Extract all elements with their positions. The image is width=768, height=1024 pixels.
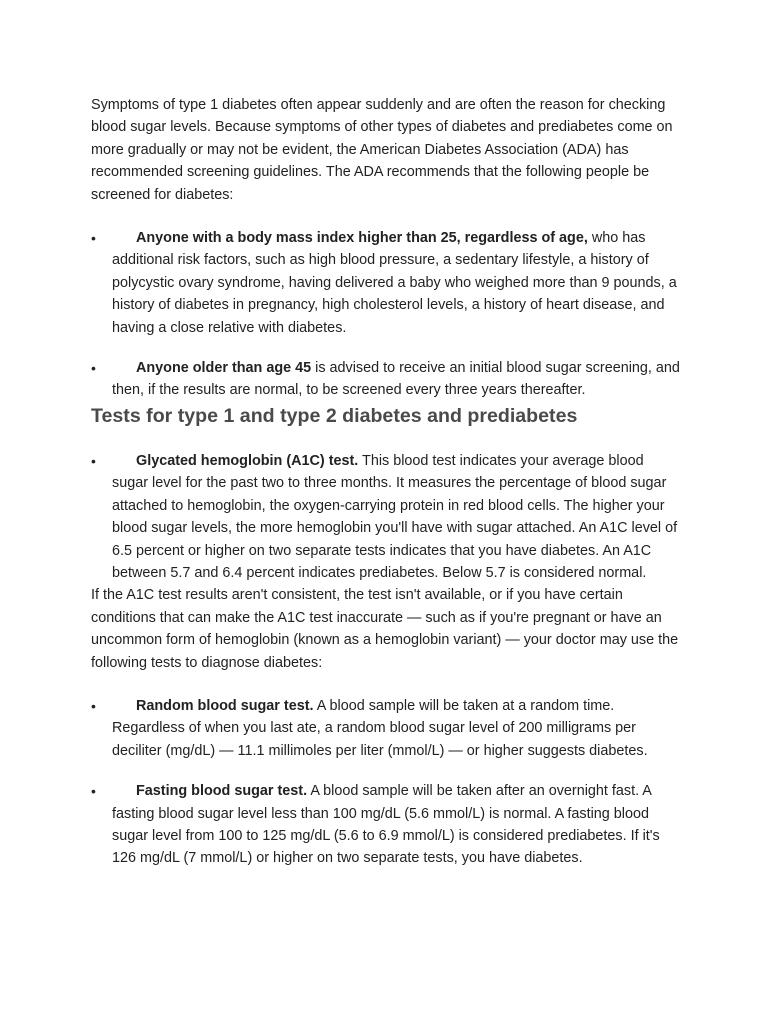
list-item	[91, 357, 680, 402]
bullet-icon: •	[91, 452, 96, 469]
bullet-icon: •	[91, 783, 96, 800]
intro-paragraph: Symptoms of type 1 diabetes often appear suddenly and are often the reason for checking blood sugar levels. Because symptoms of other types of diabetes and prediabetes come on more gradually or may not be evident, the American Diabetes Association (ADA) has recommended screening guidelines. The ADA recommends that the following people be screened for diabetes:	[91, 97, 673, 203]
screening-list	[91, 227, 680, 402]
list-item-text: A blood sample will be taken after an overnight fast. A fasting blood sugar level less than 100 mg/dL (5.6 mmol/L) is normal. A fasting blood sugar level from 100 to 125 mg/dL (5.6 to 6.9 mmol/L) is considered prediabetes. If it's 126 mg/dL (7 mmol/L) or higher on two separate tests, you have diabetes.	[112, 783, 660, 867]
list-item-lead: Glycated hemoglobin (A1C) test.	[136, 452, 359, 469]
list-item	[91, 695, 680, 762]
list-item-text: A blood sample will be taken at a random time. Regardless of when you last ate, a random blood sugar level of 200 milligrams per deciliter (mg/dL) — 11.1 millimoles per liter (mmol/L) — or higher suggests diabetes.	[112, 697, 648, 759]
list-item	[91, 227, 680, 339]
list-item-text: This blood test indicates your average blood sugar level for the past two to three months. It measures the percentage of blood sugar attached to hemoglobin, the oxygen-carrying protein in red blood cells. The higher your blood sugar levels, the more hemoglobin you'll have with sugar attached. An A1C level of 6.5 percent or higher on two separate tests indicates that you have diabetes. An A1C between 5.7 and 6.4 percent indicates prediabetes. Below 5.7 is considered normal.	[112, 452, 678, 581]
list-item-lead: Random blood sugar test.	[136, 697, 314, 714]
a1c-list	[91, 450, 680, 584]
list-item-lead: Anyone older than age 45	[136, 360, 312, 377]
list-item-text: is advised to receive an initial blood sugar screening, and then, if the results are normal, to be screened every three years thereafter.	[112, 360, 680, 399]
list-item-lead: Anyone with a body mass index higher than 25, regardless of age,	[136, 230, 588, 247]
other-tests-list	[91, 695, 680, 870]
list-item	[91, 450, 680, 584]
alternative-tests-paragraph: If the A1C test results aren't consistent, the test isn't available, or if you have certain conditions that can make the A1C test inaccurate — such as if you're pregnant or have an uncommon form of hemoglobin (known as a hemoglobin variant) — your doctor may use the following tests to diagnose diabetes:	[91, 587, 679, 671]
list-item	[91, 780, 680, 870]
bullet-icon: •	[91, 360, 96, 377]
tests-heading: Tests for type 1 and type 2 diabetes and prediabetes	[91, 404, 578, 427]
list-item-lead: Fasting blood sugar test.	[136, 783, 308, 800]
bullet-icon: •	[91, 230, 96, 247]
bullet-icon: •	[91, 697, 96, 714]
list-item-text: who has additional risk factors, such as high blood pressure, a sedentary lifestyle, a history of polycystic ovary syndrome, having delivered a baby who weighed more than 9 pounds, a history of diabetes in pregnancy, high cholesterol levels, a history of heart disease, and having a close relative with diabetes.	[112, 230, 677, 336]
